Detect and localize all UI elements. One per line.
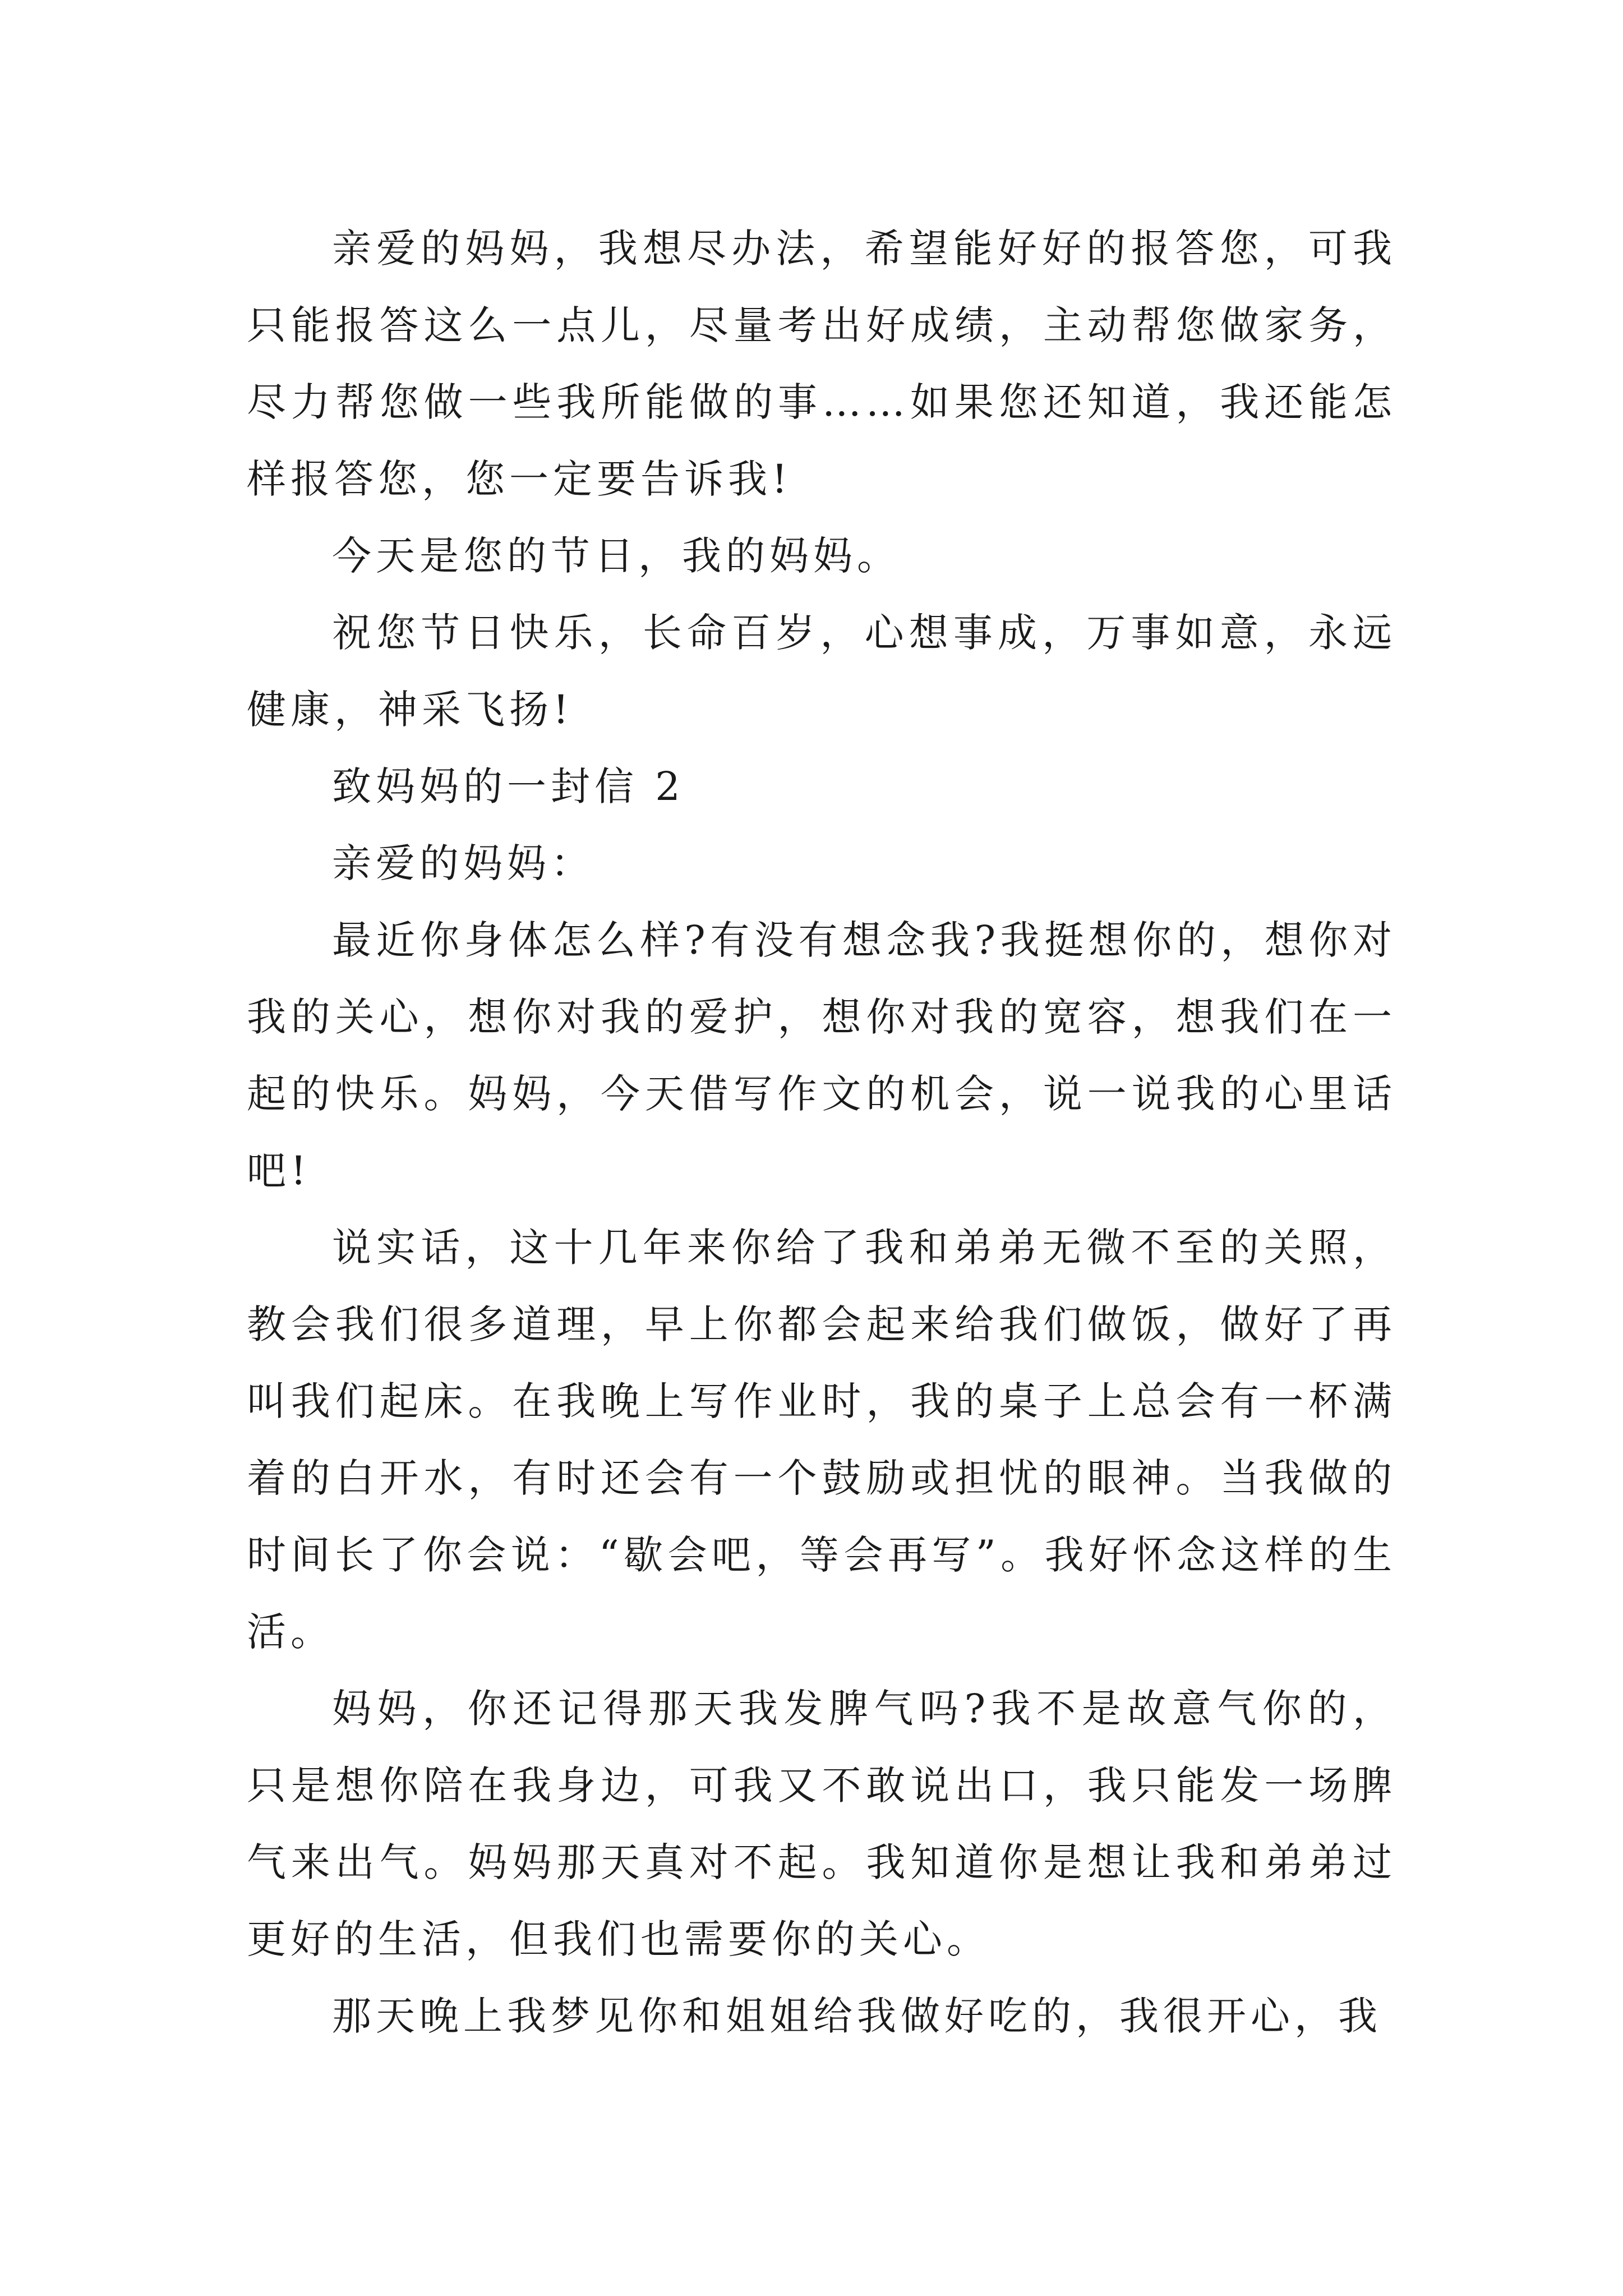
letter-body <box>247 210 1396 2055</box>
paragraph-repay-mother: 亲爱的妈妈，我想尽办法，希望能好好的报答您，可我只能报答这么一点儿，尽量考出好成绩，主动帮您做家务，尽力帮您做一些我所能做的事……如果您还知道，我还能怎样报答您，您一定要告诉我! <box>247 226 1396 502</box>
paragraph-dream: 那天晚上我梦见你和姐姐给我做好吃的，我很开心，我 <box>332 1993 1382 2039</box>
letter-2-salutation: 亲爱的妈妈： <box>332 840 594 886</box>
letter-2-title: 致妈妈的一封信 2 <box>332 763 685 809</box>
paragraph-care: 说实话，这十几年来你给了我和弟弟无微不至的关照，教会我们很多道理，早上你都会起来给我们做饭，做好了再叫我们起床。在我晚上写作业时，我的桌子上总会有一杯满着的白开水，有时还会有一个鼓励或担忧的眼神。当我做的时间长了你会说：“歇会吧，等会再写”。我好怀念这样的生活。 <box>247 1225 1396 1655</box>
paragraph-holiday: 今天是您的节日，我的妈妈。 <box>332 533 901 579</box>
paragraph-wishes: 祝您节日快乐，长命百岁，心想事成，万事如意，永远健康，神采飞扬! <box>247 610 1396 733</box>
paragraph-miss-you: 最近你身体怎么样?有没有想念我?我挺想你的，想你对我的关心，想你对我的爱护，想你对我的宽容，想我们在一起的快乐。妈妈，今天借写作文的机会，说一说我的心里话吧! <box>247 917 1396 1194</box>
paragraph-apology: 妈妈，你还记得那天我发脾气吗?我不是故意气你的，只是想你陪在我身边，可我又不敢说出口，我只能发一场脾气来出气。妈妈那天真对不起。我知道你是想让我和弟弟过更好的生活，但我们也需要你的关心。 <box>247 1686 1396 1962</box>
